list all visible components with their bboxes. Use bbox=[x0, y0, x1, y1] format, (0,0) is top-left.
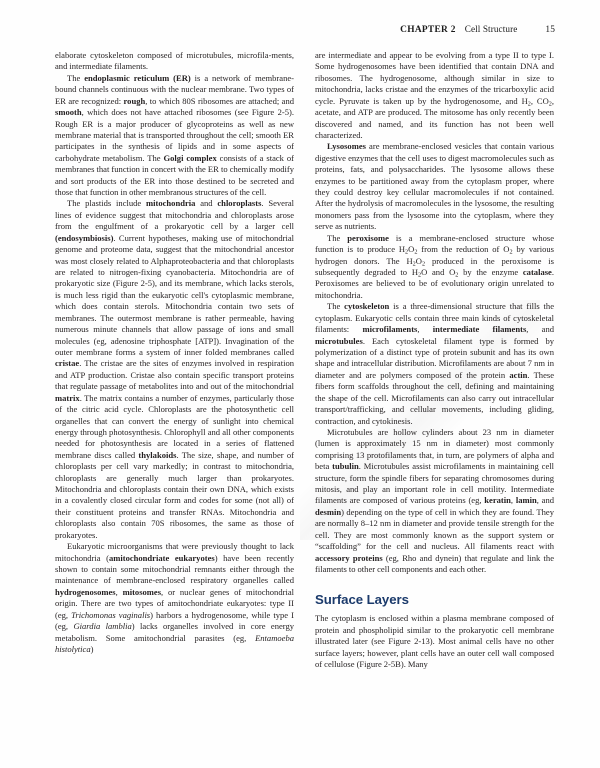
header-chapter-label: CHAPTER 2 bbox=[400, 25, 456, 35]
body-text: , bbox=[510, 495, 516, 506]
body-text: (eg, Rho and dynein) that regulate and link the filaments to other cell components and each other. bbox=[315, 552, 554, 574]
key-term: mitosomes bbox=[122, 586, 162, 597]
chemical-subscript: 2 bbox=[455, 271, 459, 279]
body-text: from the reduction of O bbox=[417, 244, 510, 255]
page-number: 15 bbox=[545, 25, 555, 35]
body-text: The bbox=[67, 72, 85, 83]
chemical-subscript: 2 bbox=[421, 259, 426, 267]
body-text: produced in the peroxisome is subsequently degraded to H bbox=[315, 255, 554, 278]
body-text: and bbox=[195, 198, 218, 209]
body-columns bbox=[55, 50, 555, 750]
section-heading-surface-layers: Surface Layers bbox=[315, 592, 409, 608]
running-header bbox=[55, 24, 555, 38]
body-text: by various hydrogen donors. The H bbox=[315, 244, 554, 266]
body-text: . Microtubules assist microfilaments in maintaining cell structure, form the spindle fibers for separating chromosomes during mitosis, and play an important role in cell motility. Intermediate filaments are composed of various proteins (eg, bbox=[315, 461, 554, 506]
body-text: ) bbox=[90, 643, 94, 654]
body-text: , which does not have attached ribosomes (see Figure 2-5). Rough ER is a major producer of glycoproteins as well as new membrane material that is transported throughout the cell; smooth ER participates in the synthesis of lipids and in some aspects of carbohydrate metabolism. The bbox=[55, 107, 294, 163]
paragraph bbox=[315, 301, 554, 427]
body-text: , CO bbox=[530, 95, 549, 106]
key-term: lamin bbox=[515, 495, 537, 506]
body-text: is a three-dimensional structure that fills the cytoplasm. Eukaryotic cells contain three main kinds of cytoskeletal filaments: bbox=[315, 301, 554, 335]
body-text: O bbox=[415, 255, 422, 266]
left-column bbox=[55, 50, 294, 750]
key-term: microtubules bbox=[315, 335, 363, 346]
body-text: . Current hypotheses, making use of mitochondrial genome and proteome data, suggest that the mitochondrial ancestor was most closely related to Alphaproteobacteria and that chloroplasts are related to nitrogen-fixing cyanobacteria. Mitochondria are of prokaryotic size (Figure 2-5), and its membrane, which lacks sterols, is much less rigid than the eukaryotic cell's cytoplasmic membrane, which does contain sterols. Mitochondria contain two sets of membranes. The outermost membrane is rather permeable, having numerous minute channels that allow passage of ions and small molecules (eg, adenosine triphosphate [ATP]). Invagination of the outer membrane forms a system of inner folded membranes called bbox=[55, 232, 294, 357]
body-text: The bbox=[327, 232, 348, 243]
key-term: Golgi complex bbox=[163, 152, 217, 163]
body-text: consists of a stack of membranes that function in concert with the ER to chemically modify and sort products of the ER into those destined to be secreted and those that function in other membranous structures of the cell. bbox=[55, 152, 294, 198]
key-term: peroxisome bbox=[347, 232, 389, 243]
key-term: smooth bbox=[55, 107, 82, 118]
key-term: catalase bbox=[522, 267, 552, 278]
key-term: intermediate filaments bbox=[432, 324, 527, 335]
key-term: rough bbox=[123, 95, 146, 106]
body-text: The plastids include bbox=[67, 198, 147, 209]
key-term: tubulin bbox=[332, 461, 359, 472]
chemical-subscript: 2 bbox=[414, 248, 418, 256]
key-term: (endosymbiosis) bbox=[55, 232, 114, 243]
key-term: thylakoids bbox=[138, 449, 177, 460]
body-text: , or nuclear genes of mitochondrial origin. There are two types of amitochondriate eukaryotes: type II (eg, bbox=[55, 586, 294, 620]
key-term: desmin bbox=[315, 506, 342, 517]
body-text: , bbox=[115, 586, 123, 597]
body-text: . Peroxisomes are believed to be of evolutionary origin unrelated to mitochondria. bbox=[315, 267, 554, 300]
paragraph bbox=[315, 141, 554, 232]
paragraph bbox=[315, 50, 554, 141]
body-text: are intermediate and appear to be evolving from a type II to type I. Some hydrogenosomes have been identified that contain DNA and ribosomes. The hydrogenosome, although similar in size to mitochondria, lacks cristae and the enzymes of the tricarboxylic acid cycle. Pyruvate is taken up by the hydrogenosome, and H bbox=[315, 50, 554, 106]
paragraph bbox=[55, 541, 294, 655]
body-text: The bbox=[327, 301, 345, 312]
body-text: by the enzyme bbox=[458, 267, 523, 278]
paragraph bbox=[55, 198, 294, 541]
species-name: Trichomonas vaginalis bbox=[71, 609, 151, 620]
body-text: elaborate cytoskeleton composed of microtubules, microfila-ments, and intermediate filaments. bbox=[55, 50, 294, 72]
body-text: , and bbox=[536, 495, 555, 506]
body-text: . The size, shape, and number of chloroplasts per cell vary markedly; in contrast to mitochondria, chloroplasts are generally much larger than prokaryotes. Mitochondria and chloroplasts contain their own DNA, which exists in a covalently closed circular form and codes for some (not all) of their constituent proteins and transfer RNAs. Mitochondria and chloroplasts also contain 70S ribosomes, the same as those of prokaryotes. bbox=[55, 449, 294, 540]
paragraph bbox=[315, 427, 554, 575]
chemical-subscript: 2 bbox=[418, 271, 422, 279]
body-text: The cytoplasm is enclosed within a plasma membrane composed of protein and phospholipid similar to the prokaryotic cell membrane illustrated later (see Figure 2-13). Most animal cells have no other surface layers; however, plant cells have an outer cell wall composed of cellulose (Figure 2-5B). Many bbox=[315, 613, 554, 670]
key-term: chloroplasts bbox=[217, 198, 262, 209]
body-text: , to which 80S ribosomes are attached; and bbox=[145, 95, 295, 106]
chemical-subscript: 2 bbox=[509, 248, 513, 256]
body-text: , acetate, and ATP are produced. The mitosome has only recently been discovered and named, and its function has not been well characterized. bbox=[315, 95, 554, 140]
body-text: , and bbox=[526, 324, 555, 335]
key-term: endoplasmic reticulum (ER) bbox=[84, 72, 191, 83]
species-name: Giardia lamblia bbox=[73, 621, 132, 632]
key-term: cytoskeleton bbox=[344, 301, 390, 312]
body-text: . Each cytoskeletal filament type is formed by polymerization of a distinct type of protein subunit and has its own shape and intracellular distribution. Microfilaments are about 7 nm in diameter and are polymers composed of the protein bbox=[315, 335, 554, 380]
body-text: ) have been recently shown to contain some mitochondrial remnants either through the maintenance of membrane-enclosed respiratory organelles called bbox=[55, 552, 294, 586]
chemical-subscript: 2 bbox=[527, 100, 531, 108]
body-text: are membrane-enclosed vesicles that contain various digestive enzymes that the cell uses to digest macromolecules such as proteins, fats, and polysaccharides. The lysosome allows these enzymes to be partitioned away from the cytoplasm proper, where they could destroy key cellular macromolecules if not contained. After the hydrolysis of macromolecules in the lysosome, the resulting monomers pass from the lysosome into the cytoplasm, where they serve as nutrients. bbox=[315, 141, 554, 232]
key-term: microfilaments bbox=[362, 324, 418, 335]
key-term: hydrogenosomes bbox=[55, 586, 116, 597]
paragraph bbox=[55, 50, 294, 73]
key-term: mitochondria bbox=[146, 198, 196, 209]
body-text: , bbox=[417, 324, 433, 335]
body-text: . The matrix contains a number of enzymes, particularly those of the citric acid cycle. Chloroplasts are the photosynthetic cell organelles that can convert the energy of sunlight into chemical energy through photosynthesis. Chlorophyll and all other components needed for photosynthesis are located in a series of flattened membrane discs called bbox=[55, 392, 294, 460]
paragraph bbox=[315, 233, 554, 302]
body-text: ) lacks organelles involved in core energy metabolism. Some amitochondrial parasites (eg, bbox=[55, 621, 294, 643]
chemical-subscript: 2 bbox=[405, 248, 409, 256]
body-text: . These fibers form scaffolds throughout the cell, defining and maintaining the shape of the cell. Microfilaments can also carry out intracellular transport/trafficking, and cellular movements, including gliding, contraction, and cytokinesis. bbox=[315, 369, 554, 426]
paragraph bbox=[315, 613, 554, 670]
key-term: accessory proteins bbox=[315, 552, 383, 563]
key-term: cristae bbox=[55, 358, 80, 369]
key-term: amitochondriate eukaryotes bbox=[108, 552, 215, 563]
body-text: ) harbors a hydrogenosome, while type I (eg, bbox=[55, 609, 294, 632]
chemical-subscript: 2 bbox=[412, 259, 416, 267]
body-text: is a membrane-enclosed structure whose function is to produce H bbox=[315, 232, 554, 255]
header-chapter-title: Cell Structure bbox=[464, 24, 518, 34]
body-text: is a network of membrane-bound channels continuous with the nuclear membrane. Two types of ER are recognized: bbox=[55, 72, 294, 106]
body-text: ) depending on the type of cell in which they are found. They are normally 8–12 nm in diameter and provide tensile strength for the cell. They are most commonly known as the support system or “scaffolding” for the cell and nucleus. All filaments react with bbox=[315, 506, 554, 552]
key-term: matrix bbox=[55, 392, 80, 403]
body-text: . The cristae are the sites of enzymes involved in respiration and ATP production. Cristae also contain specific transport proteins that regulate passage of metabolites into and out of the mitochondrial bbox=[55, 358, 294, 392]
species-name: Entamoeba histolytica bbox=[55, 632, 294, 654]
key-term: actin bbox=[509, 369, 528, 380]
body-text: Microtubules are hollow cylinders about 23 nm in diameter (lumen is approximately 15 nm in diameter) most commonly comprising 13 protofilaments that, in turn, are polymers of alpha and beta bbox=[315, 426, 554, 472]
body-text: . Several lines of evidence suggest that mitochondria and chloroplasts arose from the engulfment of a prokaryotic cell by a larger cell bbox=[55, 198, 294, 232]
chemical-subscript: 2 bbox=[548, 100, 552, 108]
key-term: Lysosomes bbox=[327, 141, 366, 152]
body-text: O bbox=[408, 244, 415, 255]
body-text: O and O bbox=[421, 267, 456, 278]
right-column bbox=[315, 50, 554, 750]
key-term: keratin bbox=[484, 495, 511, 506]
body-text: Eukaryotic microorganisms that were previously thought to lack mitochondria ( bbox=[55, 541, 294, 563]
paragraph bbox=[55, 73, 294, 199]
